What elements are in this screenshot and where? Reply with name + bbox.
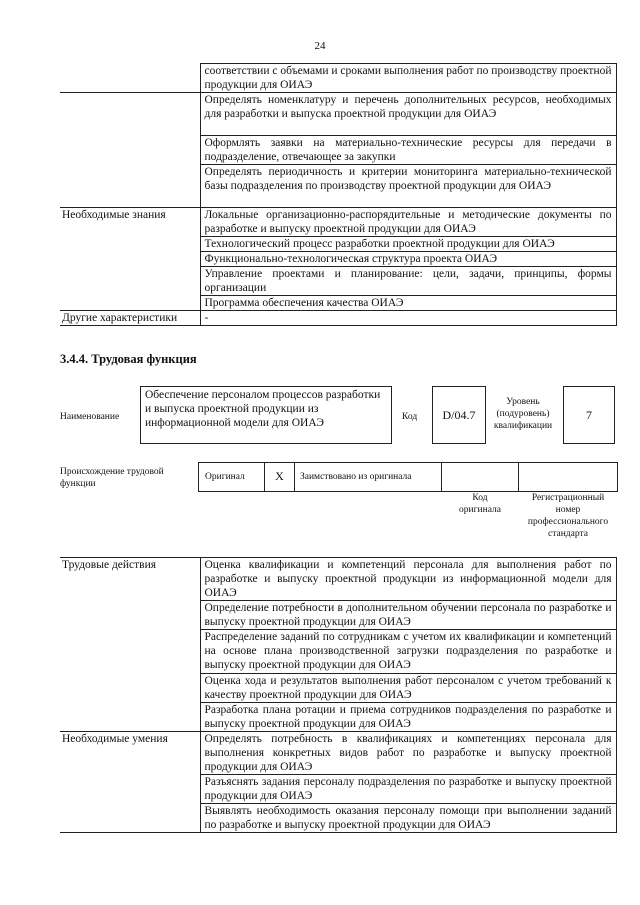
row-text: Определение потребности в дополнительном обучении персонала по разработке и выпуску проектной продукции для ОИАЭ: [200, 601, 616, 630]
row-text: Разъяснять задания персоналу подразделения по разработке и выпуску проектной продукции для ОИАЭ: [200, 775, 616, 804]
table-row: [60, 252, 616, 267]
row-label: [60, 674, 200, 703]
row-label: Другие характеристики: [60, 311, 200, 326]
level-label: Уровень (подуровень) квалификации: [493, 397, 553, 431]
row-text: Оценка квалификации и компетенций персонала для выполнения работ по разработке и выпуску проектной продукции из информационной модели для ОИАЭ: [200, 558, 616, 601]
row-label: [60, 804, 200, 833]
code-box: [432, 386, 486, 444]
row-label: [60, 703, 200, 732]
table-row: [60, 93, 616, 136]
original-label: Оригинал: [205, 472, 245, 482]
row-text: Выявлять необходимость оказания персоналу помощи при выполнении заданий по разработке и выпуску проектной продукции для ОИАЭ: [200, 804, 616, 833]
row-text: Определять потребность в квалификациях и компетенциях персонала для выполнения конкретных видов работ по разработке и выпуску проектной продукции для ОИАЭ: [200, 732, 616, 775]
row-text: соответствии с объемами и сроками выполнения работ по производству проектной продукции для ОИАЭ: [200, 64, 616, 93]
row-label: Необходимые знания: [60, 208, 200, 237]
row-label: [60, 296, 200, 311]
borrowed-label: Заимствовано из оригинала: [300, 472, 412, 482]
row-label: [60, 136, 200, 165]
table-row: [60, 296, 616, 311]
table-row: [60, 674, 616, 703]
original-mark: X: [275, 469, 284, 483]
code-value: D/04.7: [442, 408, 476, 422]
row-text: Оформлять заявки на материально-технические ресурсы для передачи в подразделение, отвечающее за закупки: [200, 136, 616, 165]
level-value: 7: [586, 408, 592, 422]
table-row: [60, 311, 616, 326]
table-row: [60, 165, 616, 208]
row-label: [60, 775, 200, 804]
table-row: [60, 732, 616, 775]
table-row: [60, 558, 616, 601]
row-text: Определять номенклатуру и перечень дополнительных ресурсов, необходимых для разработки и выпуска проектной продукции для ОИАЭ: [200, 93, 616, 136]
row-text: Оценка хода и результатов выполнения работ персоналом с учетом требований к качеству проектной продукции для ОИАЭ: [200, 674, 616, 703]
knowledge-table: [60, 63, 617, 326]
row-label: [60, 93, 200, 136]
row-label: [60, 630, 200, 674]
row-label: Необходимые умения: [60, 732, 200, 775]
row-text: Управление проектами и планирование: цели, задачи, принципы, формы организации: [200, 267, 616, 296]
row-label: [60, 601, 200, 630]
code-label: Код: [402, 412, 418, 422]
row-text: Распределение заданий по сотрудникам с учетом их квалификации и компетенций на основе плана производственной загрузки подразделения по разработке и выпуску проектной продукции для ОИАЭ: [200, 630, 616, 674]
origin-divider-3: [441, 462, 442, 491]
table-row: [60, 267, 616, 296]
table-row: [60, 804, 616, 833]
section-heading: 3.4.4. Трудовая функция: [60, 352, 197, 366]
origin-divider-4: [518, 462, 519, 491]
origin-divider-1: [264, 462, 265, 491]
table-row: [60, 136, 616, 165]
level-box: [563, 386, 615, 444]
row-text: Определять периодичность и критерии мониторинга материально-технической базы подразделения по производству проектной продукции для ОИАЭ: [200, 165, 616, 208]
row-label: Трудовые действия: [60, 558, 200, 601]
name-value: Обеспечение персоналом процессов разработки и выпуска проектной продукции из информационной модели для ОИАЭ: [145, 389, 381, 429]
row-label: [60, 267, 200, 296]
origin-label: Происхождение трудовой функции: [60, 467, 164, 489]
table-row: [60, 64, 616, 93]
row-label: [60, 237, 200, 252]
table-row: [60, 630, 616, 674]
origin-divider-2: [294, 462, 295, 491]
table-row: [60, 237, 616, 252]
code-original-label: Код оригинала: [459, 493, 501, 515]
row-text: Технологический процесс разработки проектной продукции для ОИАЭ: [200, 237, 616, 252]
row-label: [60, 165, 200, 208]
row-text: Функционально-технологическая структура проекта ОИАЭ: [200, 252, 616, 267]
reg-number-label: Регистрационный номер профессионального стандарта: [527, 493, 609, 539]
table-row: [60, 208, 616, 237]
table-row: [60, 601, 616, 630]
row-label: [60, 64, 200, 93]
row-text: Программа обеспечения качества ОИАЭ: [200, 296, 616, 311]
page-number: 24: [314, 40, 326, 52]
row-label: [60, 252, 200, 267]
name-box: [140, 386, 392, 444]
table-row: [60, 703, 616, 732]
row-text: Локальные организационно-распорядительные и методические документы по разработке и выпуску проектной продукции для ОИАЭ: [200, 208, 616, 237]
row-text: Разработка плана ротации и приема сотрудников подразделения по разработке и выпуску проектной продукции для ОИАЭ: [200, 703, 616, 732]
row-text: -: [200, 311, 616, 326]
name-label: Наименование: [60, 412, 120, 422]
table-row: [60, 775, 616, 804]
actions-table: [60, 557, 617, 833]
